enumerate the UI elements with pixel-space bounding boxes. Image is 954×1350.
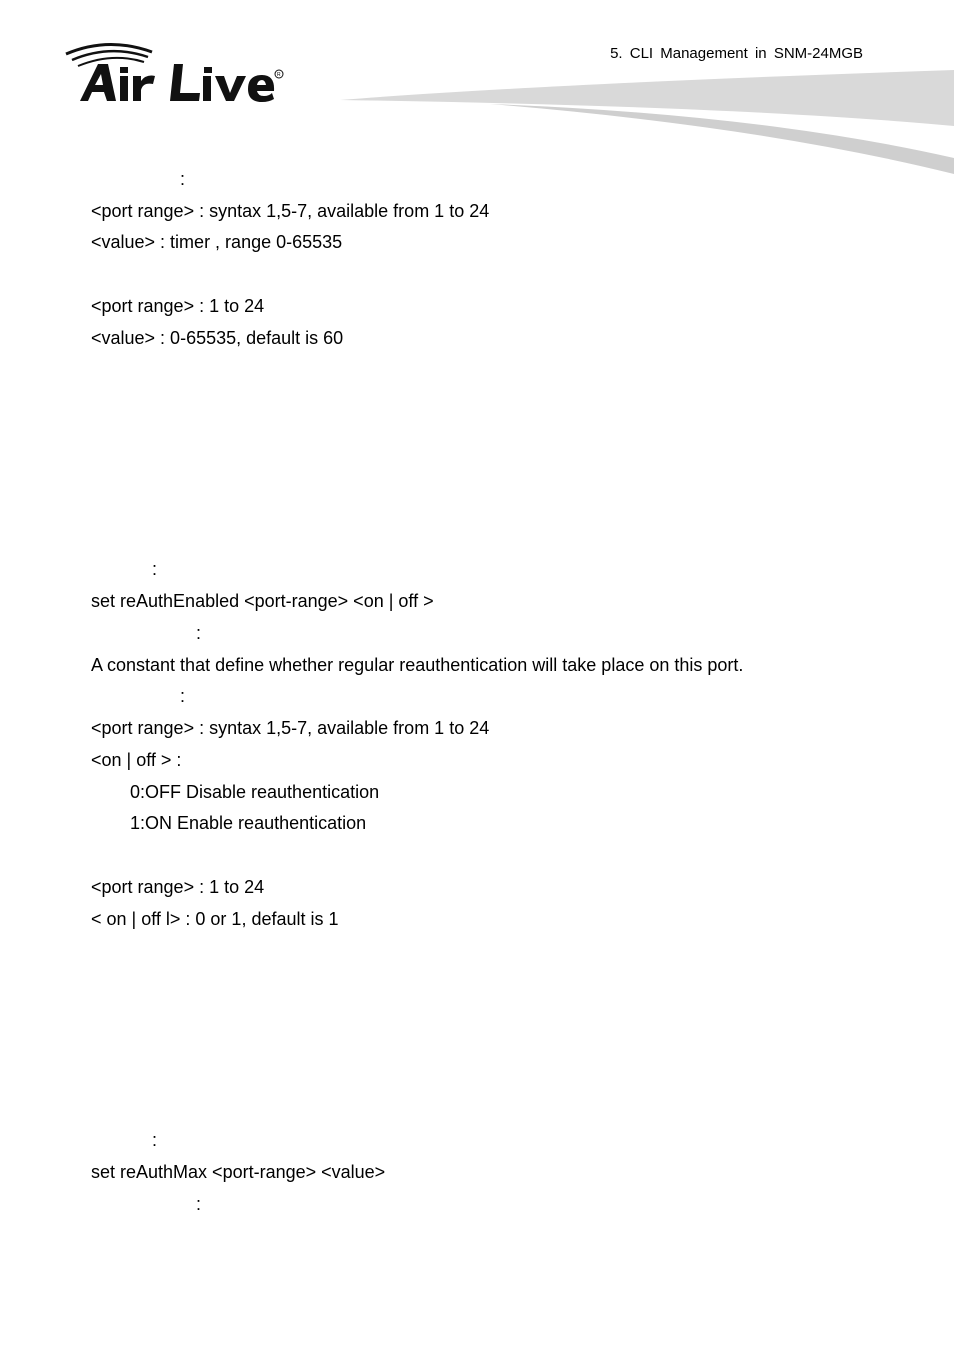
command-syntax: set reAuthMax <port-range> <value> <box>91 1162 386 1182</box>
label-colon: : <box>152 1130 158 1150</box>
label-colon: : <box>180 169 186 189</box>
param-on-off: <on | off > : <box>91 750 182 770</box>
command-description: A constant that define whether regular reauthentication will take place on this port. <box>91 655 744 675</box>
label-colon: : <box>180 686 186 706</box>
param-port-range: <port range> : syntax 1,5-7, available from 1 to 24 <box>91 718 490 738</box>
command-syntax: set reAuthEnabled <port-range> <on | off > <box>91 591 434 611</box>
default-port-range: <port range> : 1 to 24 <box>91 296 265 316</box>
param-value: <value> : timer , range 0-65535 <box>91 232 343 252</box>
svg-text:R: R <box>277 72 281 78</box>
option-off: 0:OFF Disable reauthentication <box>130 782 380 802</box>
param-port-range: <port range> : syntax 1,5-7, available from 1 to 24 <box>91 201 490 221</box>
label-colon: : <box>152 559 158 579</box>
option-on: 1:ON Enable reauthentication <box>130 813 367 833</box>
default-on-off: < on | off l> : 0 or 1, default is 1 <box>91 909 339 929</box>
header-swoosh-decoration <box>340 66 954 176</box>
label-colon: : <box>196 1194 202 1214</box>
default-port-range: <port range> : 1 to 24 <box>91 877 265 897</box>
section-title: 5. CLI Management in SNM-24MGB <box>610 45 863 62</box>
label-colon: : <box>196 623 202 643</box>
airlive-logo <box>60 40 290 108</box>
default-value: <value> : 0-65535, default is 60 <box>91 328 344 348</box>
